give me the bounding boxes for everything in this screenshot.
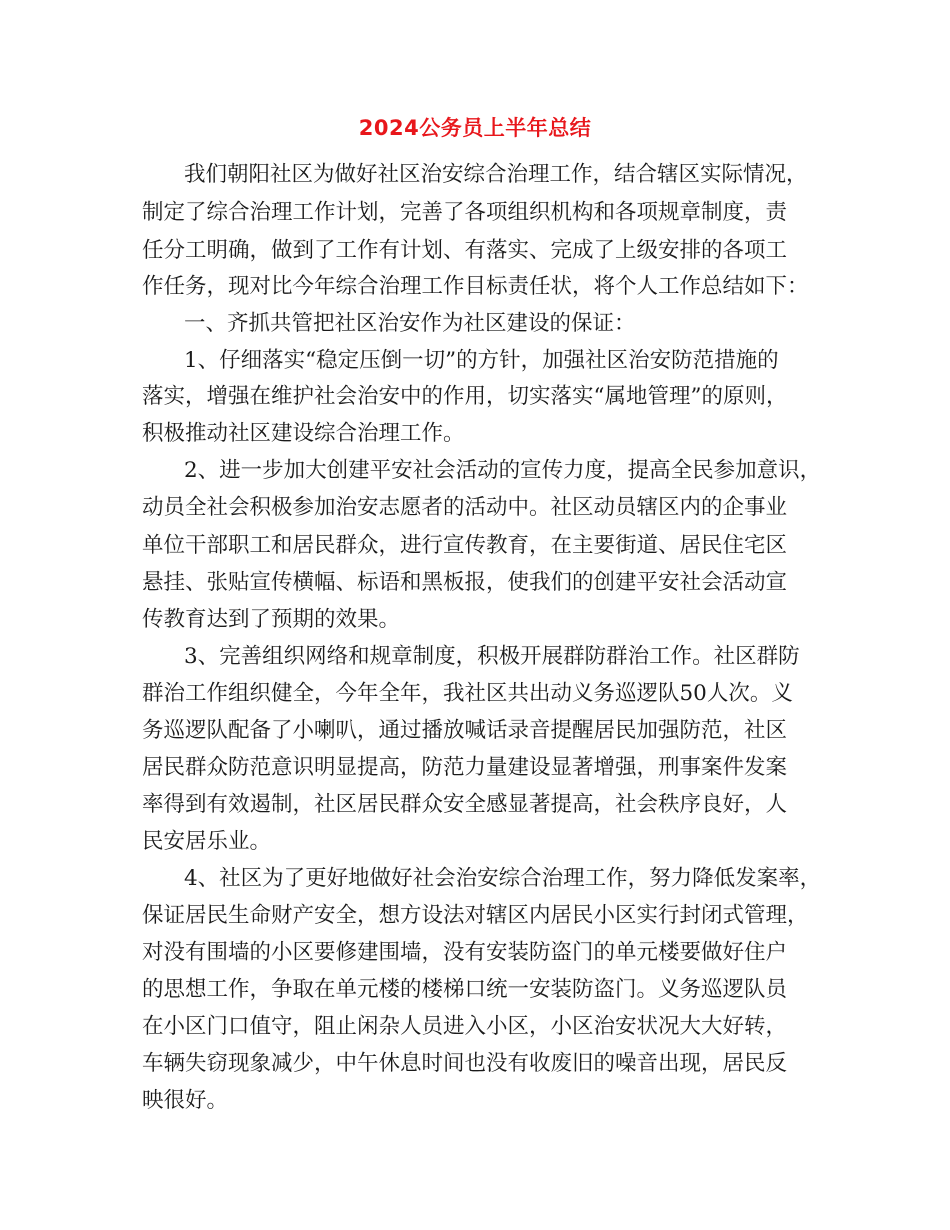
- paragraph-line: 3、完善组织网络和规章制度，积极开展群防群治工作。社区群防: [184, 644, 800, 669]
- paragraph-line: 对没有围墙的小区要修建围墙，没有安装防盗门的单元楼要做好住户: [142, 940, 788, 965]
- paragraph-line: 1、仔细落实“稳定压倒一切”的方针，加强社区治安防范措施的: [184, 348, 779, 373]
- paragraph-line: 率得到有效遏制，社区居民群众安全感显著提高，社会秩序良好，人: [142, 792, 788, 817]
- paragraph-line: 动员全社会积极参加治安志愿者的活动中。社区动员辖区内的企事业: [142, 495, 788, 520]
- paragraph-line: 保证居民生命财产安全，想方设法对辖区内居民小区实行封闭式管理，: [142, 903, 809, 928]
- paragraph-line: 民安居乐业。: [142, 829, 272, 854]
- paragraph-line: 传教育达到了预期的效果。: [142, 607, 401, 632]
- paragraph-line: 任分工明确，做到了工作有计划、有落实、完成了上级安排的各项工: [142, 238, 788, 263]
- paragraph-line: 映很好。: [142, 1088, 229, 1113]
- section-heading: 一、齐抓共管把社区治安作为社区建设的保证：: [184, 311, 636, 336]
- paragraph-line: 落实，增强在维护社会治安中的作用，切实落实“属地管理”的原则，: [142, 384, 788, 409]
- paragraph-line: 悬挂、张贴宣传横幅、标语和黑板报，使我们的创建平安社会活动宣: [142, 570, 788, 595]
- paragraph-line: 制定了综合治理工作计划，完善了各项组织机构和各项规章制度，责: [142, 200, 788, 225]
- paragraph-line: 居民群众防范意识明显提高，防范力量建设显著增强，刑事案件发案: [142, 755, 788, 780]
- paragraph-line: 2、进一步加大创建平安社会活动的宣传力度，提高全民参加意识，: [184, 458, 822, 483]
- paragraph-line: 在小区门口值守，阻止闲杂人员进入小区，小区治安状况大大好转，: [142, 1014, 788, 1039]
- document-title: 2024公务员上半年总结: [358, 116, 592, 140]
- paragraph-line: 的思想工作，争取在单元楼的楼梯口统一安装防盗门。义务巡逻队员: [142, 977, 788, 1002]
- paragraph-line: 群治工作组织健全，今年全年，我社区共出动义务巡逻队50人次。义: [142, 681, 793, 706]
- paragraph-line: 车辆失窃现象减少，中午休息时间也没有收废旧的噪音出现，居民反: [142, 1051, 788, 1076]
- paragraph-line: 我们朝阳社区为做好社区治安综合治理工作，结合辖区实际情况，: [184, 162, 808, 187]
- paragraph-line: 4、社区为了更好地做好社会治安综合治理工作，努力降低发案率，: [184, 866, 822, 891]
- paragraph-line: 积极推动社区建设综合治理工作。: [142, 421, 465, 446]
- paragraph-line: 作任务，现对比今年综合治理工作目标责任状，将个人工作总结如下：: [142, 274, 809, 299]
- paragraph-line: 单位干部职工和居民群众，进行宣传教育，在主要街道、居民住宅区: [142, 533, 788, 558]
- paragraph-line: 务巡逻队配备了小喇叭，通过播放喊话录音提醒居民加强防范，社区: [142, 718, 788, 743]
